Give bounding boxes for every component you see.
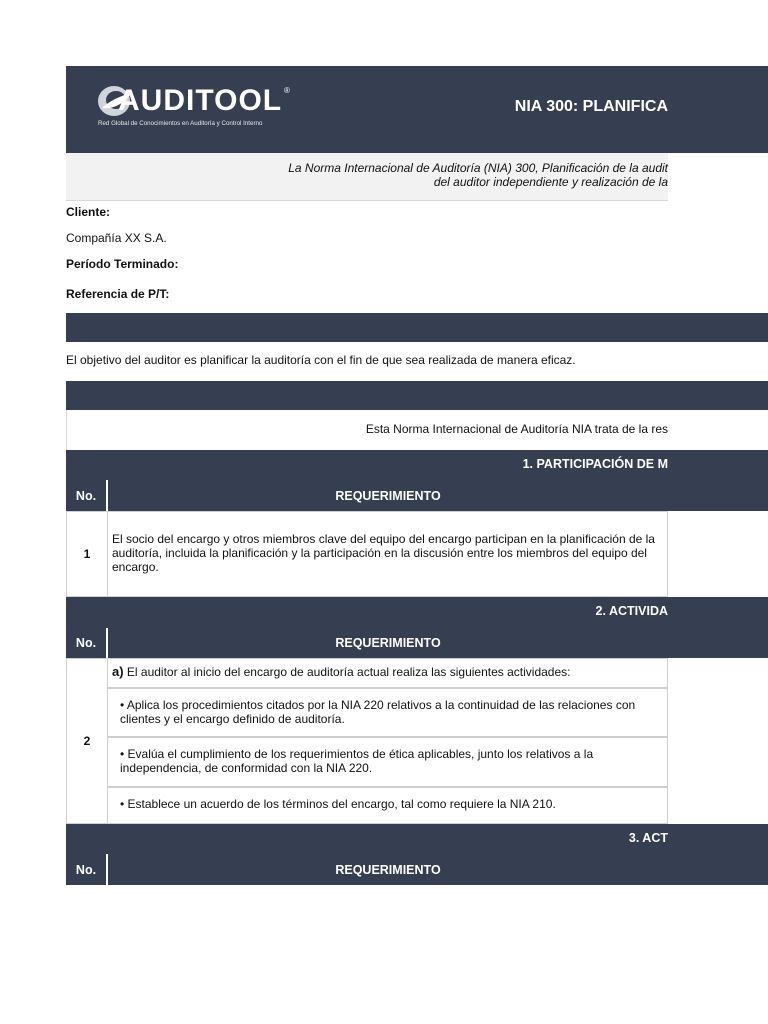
logo-tagline: Red Global de Conocimientos en Auditoría y Control Interno (98, 120, 263, 127)
section-1-row-number: 1 (66, 511, 108, 597)
referencia-label: Referencia de P/T: (66, 287, 170, 301)
section-3-title: 3. ACT (628, 831, 668, 845)
section-2-bullet-2-cell (107, 737, 668, 787)
section-2-bullet-1-cell (107, 688, 668, 737)
item-letter: a) (112, 664, 124, 679)
section-3-col-no: No. (66, 854, 107, 885)
logo-wordmark: AUDITOOL (118, 84, 283, 117)
section-3-title-band (66, 824, 768, 854)
intro-text-block (66, 153, 668, 201)
section-2-row-number: 2 (66, 658, 108, 824)
section-2-intro-text: El auditor al inicio del encargo de auditoría actual realiza las siguientes actividades: (123, 665, 571, 679)
section-2-intro-cell (107, 658, 668, 688)
section-3-col-extra (668, 854, 768, 885)
bullet-3-text: • Establece un acuerdo de los términos del encargo, tal como requiere la NIA 210. (120, 797, 556, 811)
section-1-col-no: No. (66, 480, 107, 511)
section-3-col-requerimiento: REQUERIMIENTO (108, 854, 668, 885)
section-2-col-no: No. (66, 628, 107, 658)
objective-row (66, 342, 768, 381)
section-2-bullet-3-cell (107, 787, 668, 824)
section-1-title-band (66, 450, 768, 480)
periodo-label: Período Terminado: (66, 257, 179, 271)
page-title: NIA 300: PLANIFICA (514, 98, 668, 115)
section-2-col-requerimiento: REQUERIMIENTO (108, 628, 668, 658)
auditool-logo (98, 82, 298, 134)
header-banner (66, 66, 768, 153)
scope-header-band (66, 381, 768, 410)
section-2-title: 2. ACTIVIDA (595, 604, 668, 618)
section-1-row-requirement (107, 511, 668, 597)
bullet-1-text: • Aplica los procedimientos citados por la NIA 220 relativos a la continuidad de las relaciones con clientes y el encargo definido de auditoría. (120, 698, 636, 726)
objective-header-band (66, 313, 768, 342)
requirement-text: El socio del encargo y otros miembros clave del equipo del encargo participan en la planificación de la auditoría, incluida la planificación y la participación en la discusión entre los miembros del equipo del encargo. (112, 532, 655, 574)
company-name: Compañía XX S.A. (66, 231, 167, 245)
section-2-title-band (66, 597, 768, 628)
intro-line-2: del auditor independiente y realización de la (433, 175, 668, 189)
cliente-label: Cliente: (66, 205, 111, 219)
section-2-col-extra (668, 628, 768, 658)
bullet-2-text: • Evalúa el cumplimiento de los requerimientos de ética aplicables, junto los relativos a la independencia, de conformidad con la NIA 220. (120, 747, 594, 775)
registered-mark: ® (284, 86, 290, 95)
section-1-col-requerimiento: REQUERIMIENTO (108, 480, 668, 511)
section-1-title: 1. PARTICIPACIÓN DE M (522, 457, 668, 471)
section-1-col-extra (668, 480, 768, 511)
objective-text: El objetivo del auditor es planificar la auditoría con el fin de que sea realizada de manera eficaz. (66, 353, 576, 367)
scope-text: Esta Norma Internacional de Auditoría NIA trata de la res (365, 422, 668, 436)
scope-row (66, 410, 668, 450)
intro-line-1: La Norma Internacional de Auditoría (NIA) 300, Planificación de la audit (288, 161, 668, 175)
